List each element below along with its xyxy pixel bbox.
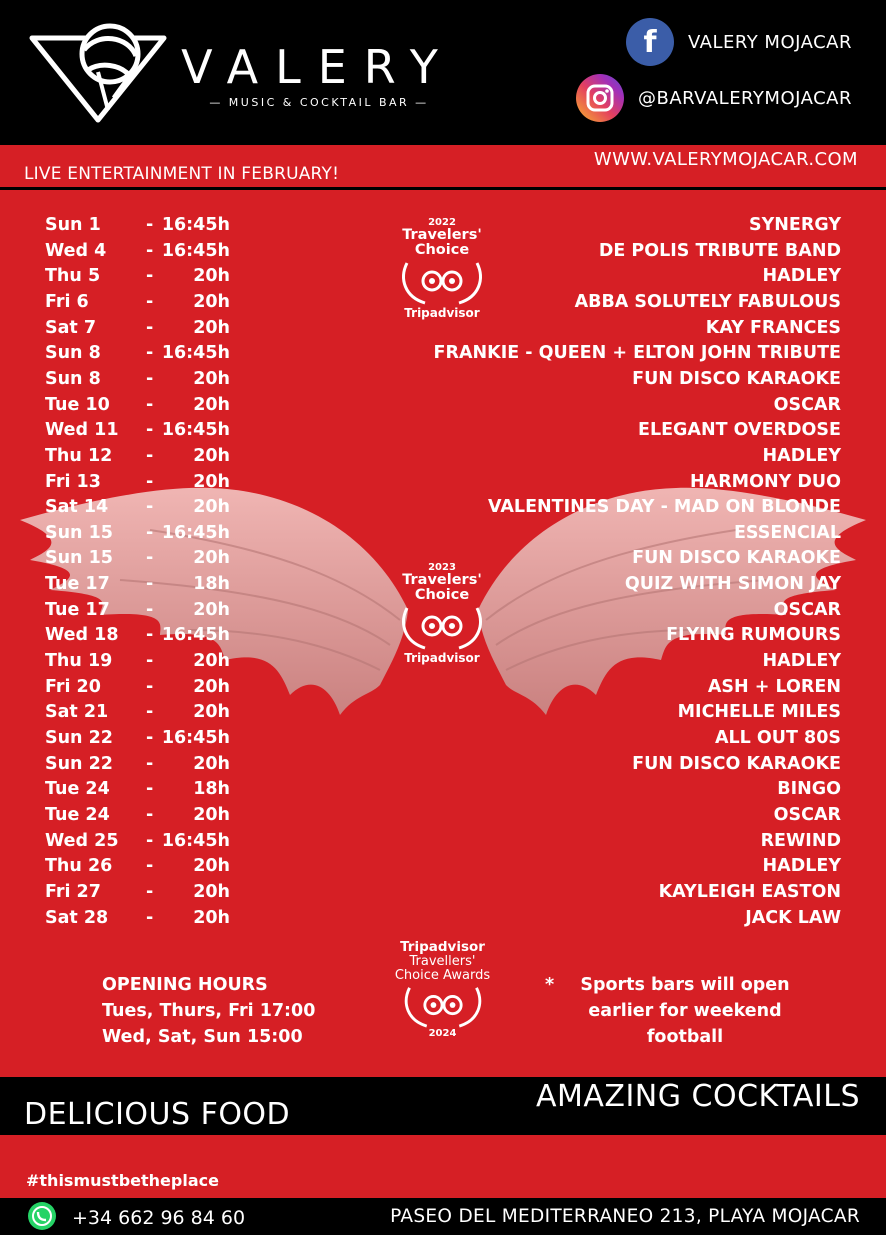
event-dash: - <box>146 651 154 672</box>
badge-year: 2024 <box>428 1028 457 1039</box>
event-act: VALENTINES DAY - MAD ON BLONDE <box>488 497 841 518</box>
event-time: 16:45h <box>161 420 230 441</box>
event-time: 20h <box>193 753 230 774</box>
event-dash: - <box>146 625 154 646</box>
event-dash: - <box>146 830 154 851</box>
event-time: 16:45h <box>161 728 230 748</box>
event-time: 20h <box>193 907 230 928</box>
live-entertainment-title: LIVE ENTERTAINMENT IN FEBRUARY! <box>24 164 340 184</box>
facebook-link[interactable] <box>626 20 852 64</box>
travelers-choice-2022-badge <box>387 217 497 320</box>
whatsapp-icon <box>28 1202 56 1230</box>
event-day: Sat 21 <box>45 702 109 723</box>
badge-year: 2022 <box>428 217 456 228</box>
event-act: OSCAR <box>773 599 841 620</box>
event-dash: - <box>146 779 154 800</box>
event-day: Tue 24 <box>45 804 110 825</box>
badge-brand: Tripadvisor <box>404 306 480 320</box>
event-dash: - <box>146 343 154 364</box>
event-act: HADLEY <box>762 651 841 672</box>
tripadvisor-owl-icon <box>397 259 487 305</box>
website-link[interactable]: WWW.VALERYMOJACAR.COM <box>593 149 858 170</box>
note-line: earlier for weekend <box>588 1001 782 1021</box>
badge-line2: Choice <box>414 587 470 603</box>
instagram-link[interactable] <box>576 76 852 120</box>
event-dash: - <box>146 368 154 389</box>
event-row <box>0 472 886 497</box>
badge-line1: Travelers' <box>402 227 482 243</box>
travellers-choice-awards-2024-badge <box>380 940 505 1039</box>
event-day: Fri 20 <box>45 676 101 697</box>
phone-number[interactable]: +34 662 96 84 60 <box>72 1207 246 1229</box>
event-row <box>0 908 886 933</box>
valery-logo-icon <box>28 14 168 126</box>
event-act: OSCAR <box>773 394 841 415</box>
event-time: 20h <box>193 702 230 723</box>
event-dash: - <box>146 291 154 312</box>
event-row <box>0 318 886 343</box>
event-dash: - <box>146 317 154 338</box>
instagram-icon <box>576 74 624 122</box>
event-day: Tue 10 <box>45 394 110 415</box>
event-day: Fri 13 <box>45 471 101 492</box>
event-dash: - <box>146 702 154 723</box>
event-act: REWIND <box>760 830 841 851</box>
event-dash: - <box>146 907 154 928</box>
event-row <box>0 446 886 471</box>
event-row <box>0 395 886 420</box>
event-day: Wed 18 <box>45 625 119 646</box>
travelers-choice-2023-badge <box>387 562 497 665</box>
event-dash: - <box>146 215 154 235</box>
event-day: Sun 22 <box>45 728 113 748</box>
event-act: HADLEY <box>762 445 841 466</box>
event-time: 20h <box>193 394 230 415</box>
event-time: 18h <box>193 574 230 595</box>
event-time: 20h <box>193 317 230 338</box>
facebook-label: VALERY MOJACAR <box>687 31 852 53</box>
event-day: Thu 19 <box>45 651 113 672</box>
event-time: 20h <box>193 445 230 466</box>
event-act: OSCAR <box>773 804 841 825</box>
event-dash: - <box>146 881 154 902</box>
event-dash: - <box>146 445 154 466</box>
event-dash: - <box>146 728 154 748</box>
event-act: FRANKIE - QUEEN + ELTON JOHN TRIBUTE <box>433 343 841 364</box>
event-day: Sat 28 <box>45 907 109 928</box>
event-act: KAYLEIGH EASTON <box>658 881 841 902</box>
event-act: ELEGANT OVERDOSE <box>638 420 841 441</box>
event-time: 20h <box>193 291 230 312</box>
event-act: DE POLIS TRIBUTE BAND <box>598 240 841 261</box>
event-act: QUIZ WITH SIMON JAY <box>624 574 841 595</box>
amazing-cocktails-text: AMAZING COCKTAILS <box>535 1079 860 1114</box>
event-act: HADLEY <box>762 266 841 287</box>
event-dash: - <box>146 240 154 261</box>
event-dash: - <box>146 471 154 492</box>
event-time: 20h <box>193 599 230 620</box>
event-dash: - <box>146 804 154 825</box>
header <box>0 0 886 145</box>
event-day: Sun 8 <box>45 368 101 389</box>
event-dash: - <box>146 548 154 569</box>
event-act: FUN DISCO KARAOKE <box>632 753 841 774</box>
event-time: 16:45h <box>161 522 230 543</box>
event-day: Sat 7 <box>45 317 97 338</box>
event-row <box>0 523 886 548</box>
event-row <box>0 343 886 368</box>
event-day: Wed 4 <box>45 240 107 261</box>
event-time: 16:45h <box>161 343 230 364</box>
event-time: 16:45h <box>161 830 230 851</box>
event-time: 16:45h <box>161 215 230 235</box>
event-act: ALL OUT 80S <box>714 728 841 748</box>
event-day: Tue 24 <box>45 779 110 800</box>
badge-line2: Choice <box>414 242 470 258</box>
event-act: FLYING RUMOURS <box>666 625 841 646</box>
event-day: Thu 5 <box>45 266 101 287</box>
badge-line1: Travellers' <box>409 954 476 969</box>
event-time: 16:45h <box>161 625 230 646</box>
event-time: 18h <box>193 779 230 800</box>
event-dash: - <box>146 753 154 774</box>
promo-band <box>0 1077 886 1135</box>
event-time: 20h <box>193 856 230 877</box>
event-day: Tue 17 <box>45 599 110 620</box>
opening-hours-line: Wed, Sat, Sun 15:00 <box>102 1027 303 1047</box>
sports-note <box>545 972 805 1050</box>
event-time: 20h <box>193 266 230 287</box>
address: PASEO DEL MEDITERRANEO 213, PLAYA MOJACAR <box>390 1206 860 1227</box>
event-act: HARMONY DUO <box>690 471 841 492</box>
event-row <box>0 728 886 753</box>
event-act: FUN DISCO KARAOKE <box>632 368 841 389</box>
event-day: Fri 6 <box>45 291 89 312</box>
event-row <box>0 805 886 830</box>
badge-line2: Choice Awards <box>394 968 491 983</box>
event-day: Wed 25 <box>45 830 119 851</box>
event-time: 20h <box>193 804 230 825</box>
footer <box>0 1198 886 1235</box>
event-act: ABBA SOLUTELY FABULOUS <box>574 291 841 312</box>
event-day: Sun 22 <box>45 753 113 774</box>
event-act: BINGO <box>777 779 841 800</box>
note-line: football <box>646 1027 724 1047</box>
badge-brand: Tripadvisor <box>404 651 480 665</box>
event-day: Sun 1 <box>45 215 101 235</box>
event-dash: - <box>146 497 154 518</box>
event-day: Sun 8 <box>45 343 101 364</box>
event-dash: - <box>146 266 154 287</box>
note-line: Sports bars will open <box>580 975 790 995</box>
opening-hours-title: OPENING HOURS <box>102 975 268 995</box>
instagram-label: @BARVALERYMOJACAR <box>638 87 852 109</box>
hashtag: #thismustbetheplace <box>26 1171 219 1190</box>
event-time: 20h <box>193 368 230 389</box>
event-row <box>0 702 886 727</box>
opening-hours <box>102 972 315 1050</box>
facebook-icon: f <box>626 18 674 66</box>
delicious-food-text: DELICIOUS FOOD <box>24 1097 291 1132</box>
event-day: Tue 17 <box>45 574 110 595</box>
event-act: SYNERGY <box>748 215 841 235</box>
event-act: ASH + LOREN <box>707 676 841 697</box>
event-row <box>0 420 886 445</box>
event-dash: - <box>146 856 154 877</box>
event-time: 20h <box>193 881 230 902</box>
event-row <box>0 369 886 394</box>
event-day: Sun 15 <box>45 548 113 569</box>
event-dash: - <box>146 574 154 595</box>
event-row <box>0 754 886 779</box>
event-time: 20h <box>193 471 230 492</box>
event-time: 20h <box>193 497 230 518</box>
main-poster <box>0 145 886 1077</box>
event-time: 20h <box>193 676 230 697</box>
event-row <box>0 856 886 881</box>
event-row <box>0 497 886 522</box>
event-dash: - <box>146 420 154 441</box>
event-row <box>0 882 886 907</box>
event-dash: - <box>146 676 154 697</box>
divider <box>0 187 886 190</box>
event-act: KAY FRANCES <box>705 317 841 338</box>
event-dash: - <box>146 394 154 415</box>
asterisk: * <box>545 975 555 995</box>
event-act: FUN DISCO KARAOKE <box>632 548 841 569</box>
event-dash: - <box>146 522 154 543</box>
event-dash: - <box>146 599 154 620</box>
event-time: 20h <box>193 548 230 569</box>
event-day: Sat 14 <box>45 497 109 518</box>
event-row <box>0 779 886 804</box>
event-time: 16:45h <box>161 240 230 261</box>
opening-hours-line: Tues, Thurs, Fri 17:00 <box>102 1001 316 1021</box>
event-day: Fri 27 <box>45 881 101 902</box>
event-day: Sun 15 <box>45 522 113 543</box>
event-row <box>0 831 886 856</box>
event-act: HADLEY <box>762 856 841 877</box>
event-day: Thu 12 <box>45 445 113 466</box>
tripadvisor-owl-icon <box>398 984 488 1028</box>
brand-subtitle: — MUSIC & COCKTAIL BAR — <box>209 96 429 109</box>
event-day: Wed 11 <box>45 420 119 441</box>
hashtag-strip <box>0 1135 886 1198</box>
event-act: ESSENCIAL <box>733 522 841 543</box>
event-day: Thu 26 <box>45 856 113 877</box>
badge-year: 2023 <box>428 562 456 573</box>
event-time: 20h <box>193 651 230 672</box>
tripadvisor-owl-icon <box>397 604 487 650</box>
event-act: JACK LAW <box>745 907 841 928</box>
event-row <box>0 677 886 702</box>
badge-line1: Travelers' <box>402 572 482 588</box>
event-act: MICHELLE MILES <box>677 702 841 723</box>
badge-brand: Tripadvisor <box>400 939 485 955</box>
brand-name: VALERY <box>181 40 455 94</box>
